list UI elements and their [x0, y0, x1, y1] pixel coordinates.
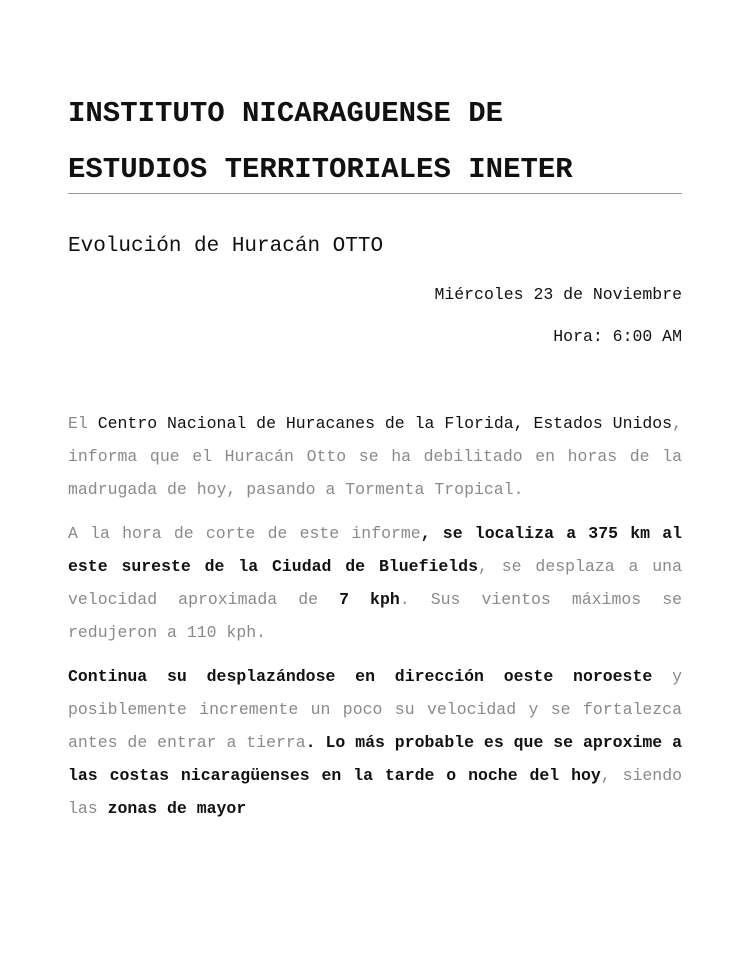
header-divider	[68, 193, 682, 194]
paragraph-text: zonas de mayor	[107, 799, 247, 818]
paragraph-text: Continua su desplazándose en dirección oeste noroeste	[68, 667, 653, 686]
paragraph-text: . Sus vientos máximos se redujeron a 110 kph.	[68, 590, 683, 642]
paragraph-3	[68, 660, 682, 825]
paragraph-text: 7 kph	[339, 590, 400, 609]
paragraph-text: . Lo más probable es que se aproxime a las costas nicaragüenses en la tarde o noche del hoy	[68, 733, 682, 785]
title-line-2: ESTUDIOS TERRITORIALES INETER	[68, 153, 573, 186]
paragraph-text: A la hora de corte de este informe	[68, 524, 421, 543]
paragraph-text: , siendo las	[68, 766, 682, 818]
report-time: Hora: 6:00 AM	[553, 327, 682, 346]
paragraph-2	[68, 517, 682, 649]
paragraph-text: Centro Nacional de Huracanes de la Florida, Estados Unidos	[97, 414, 673, 433]
paragraph-text: El	[68, 414, 98, 433]
report-body	[68, 407, 682, 836]
report-date: Miércoles 23 de Noviembre	[434, 285, 682, 304]
institution-title	[68, 86, 682, 198]
title-line-1: INSTITUTO NICARAGUENSE DE	[68, 97, 504, 130]
paragraph-text: , se localiza a 375 km al este sureste de la Ciudad de Bluefields	[68, 524, 682, 576]
paragraph-1	[68, 407, 682, 506]
paragraph-text: , se desplaza a una velocidad aproximada de	[68, 557, 682, 609]
report-title: Evolución de Huracán OTTO	[68, 235, 384, 258]
paragraph-text: y posiblemente incremente un poco su velocidad y se fortalezca antes de entrar a tierra	[68, 667, 682, 752]
paragraph-text: , informa que el Huracán Otto se ha debilitado en horas de la madrugada de hoy, pasando a Tormenta Tropical.	[68, 414, 682, 499]
